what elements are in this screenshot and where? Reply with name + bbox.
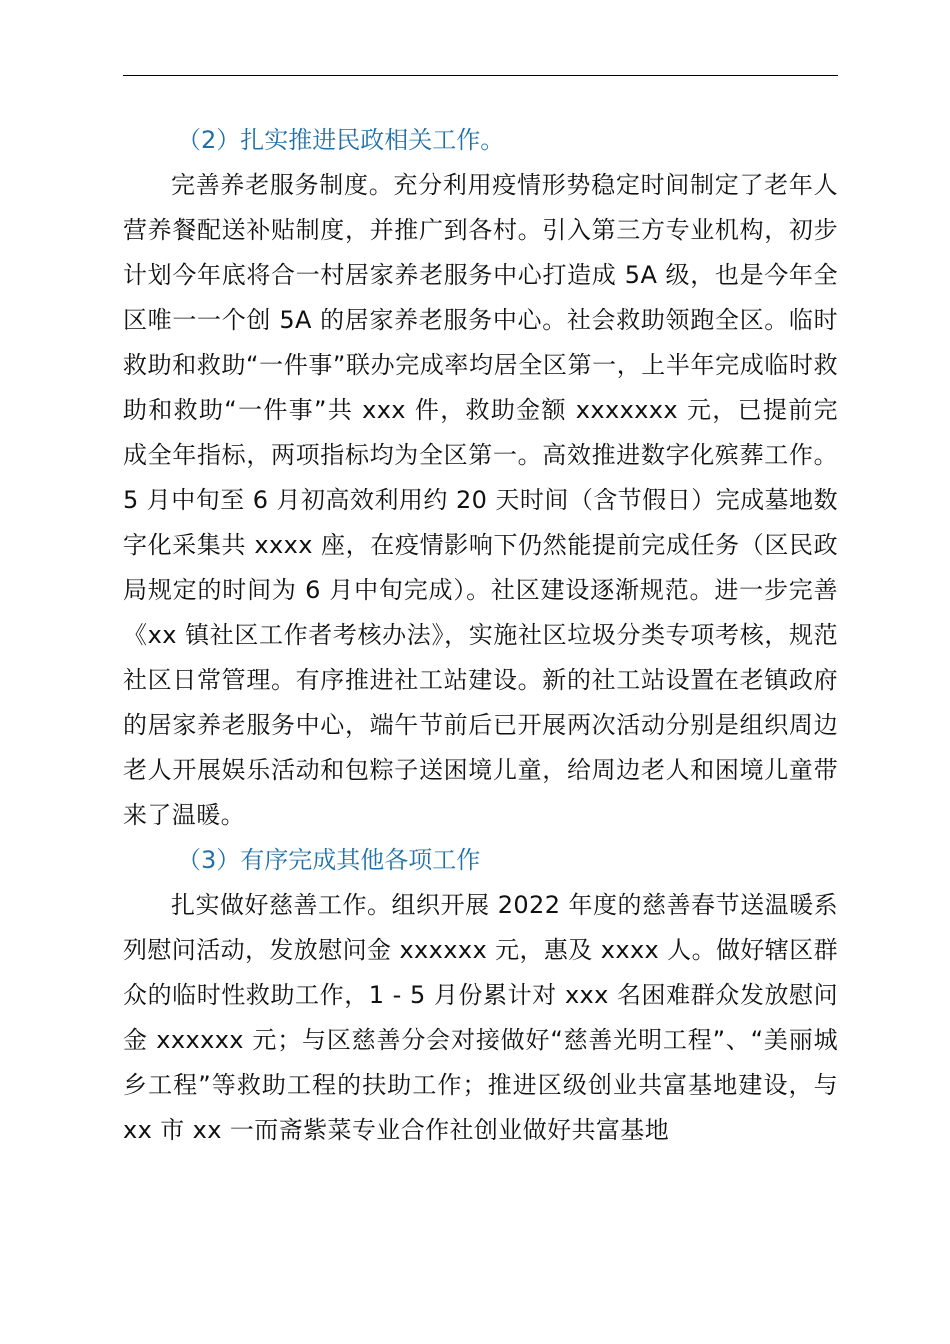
header-rule	[123, 75, 838, 76]
document-body	[123, 118, 838, 1153]
section-3-heading: （3）有序完成其他各项工作	[177, 846, 481, 874]
section-2-paragraph: 完善养老服务制度。充分利用疫情形势稳定时间制定了老年人营养餐配送补贴制度，并推广到各村。引入第三方专业机构，初步计划今年底将合一村居家养老服务中心打造成 5A 级，也是今年全区唯一一个创 5A 的居家养老服务中心。社会救助领跑全区。临时救助和救助“一件事”联办完成率均居全区第一，上半年完成临时救助和救助“一件事”共 xxx 件，救助金额 xxxxxxx 元，已提前完成全年指标，两项指标均为全区第一。高效推进数字化殡葬工作。5 月中旬至 6 月初高效利用约 20 天时间（含节假日）完成墓地数字化采集共 xxxx 座，在疫情影响下仍然能提前完成任务（区民政局规定的时间为 6 月中旬完成）。社区建设逐渐规范。进一步完善《xx 镇社区工作者考核办法》，实施社区垃圾分类专项考核，规范社区日常管理。有序推进社工站建设。新的社工站设置在老镇政府的居家养老服务中心，端午节前后已开展两次活动分别是组织周边老人开展娱乐活动和包粽子送困境儿童，给周边老人和困境儿童带来了温暖。	[123, 171, 838, 829]
section-2-heading: （2）扎实推进民政相关工作。	[177, 126, 505, 154]
section-3-paragraph: 扎实做好慈善工作。组织开展 2022 年度的慈善春节送温暖系列慰问活动，发放慰问金 xxxxxx 元，惠及 xxxx 人。做好辖区群众的临时性救助工作，1 - 5 月份累计对 xxx 名困难群众发放慰问金 xxxxxx 元；与区慈善分会对接做好“慈善光明工程”、“美丽城乡工程”等救助工程的扶助工作；推进区级创业共富基地建设，与 xx 市 xx 一而斋紫菜专业合作社创业做好共富基地	[123, 891, 838, 1144]
